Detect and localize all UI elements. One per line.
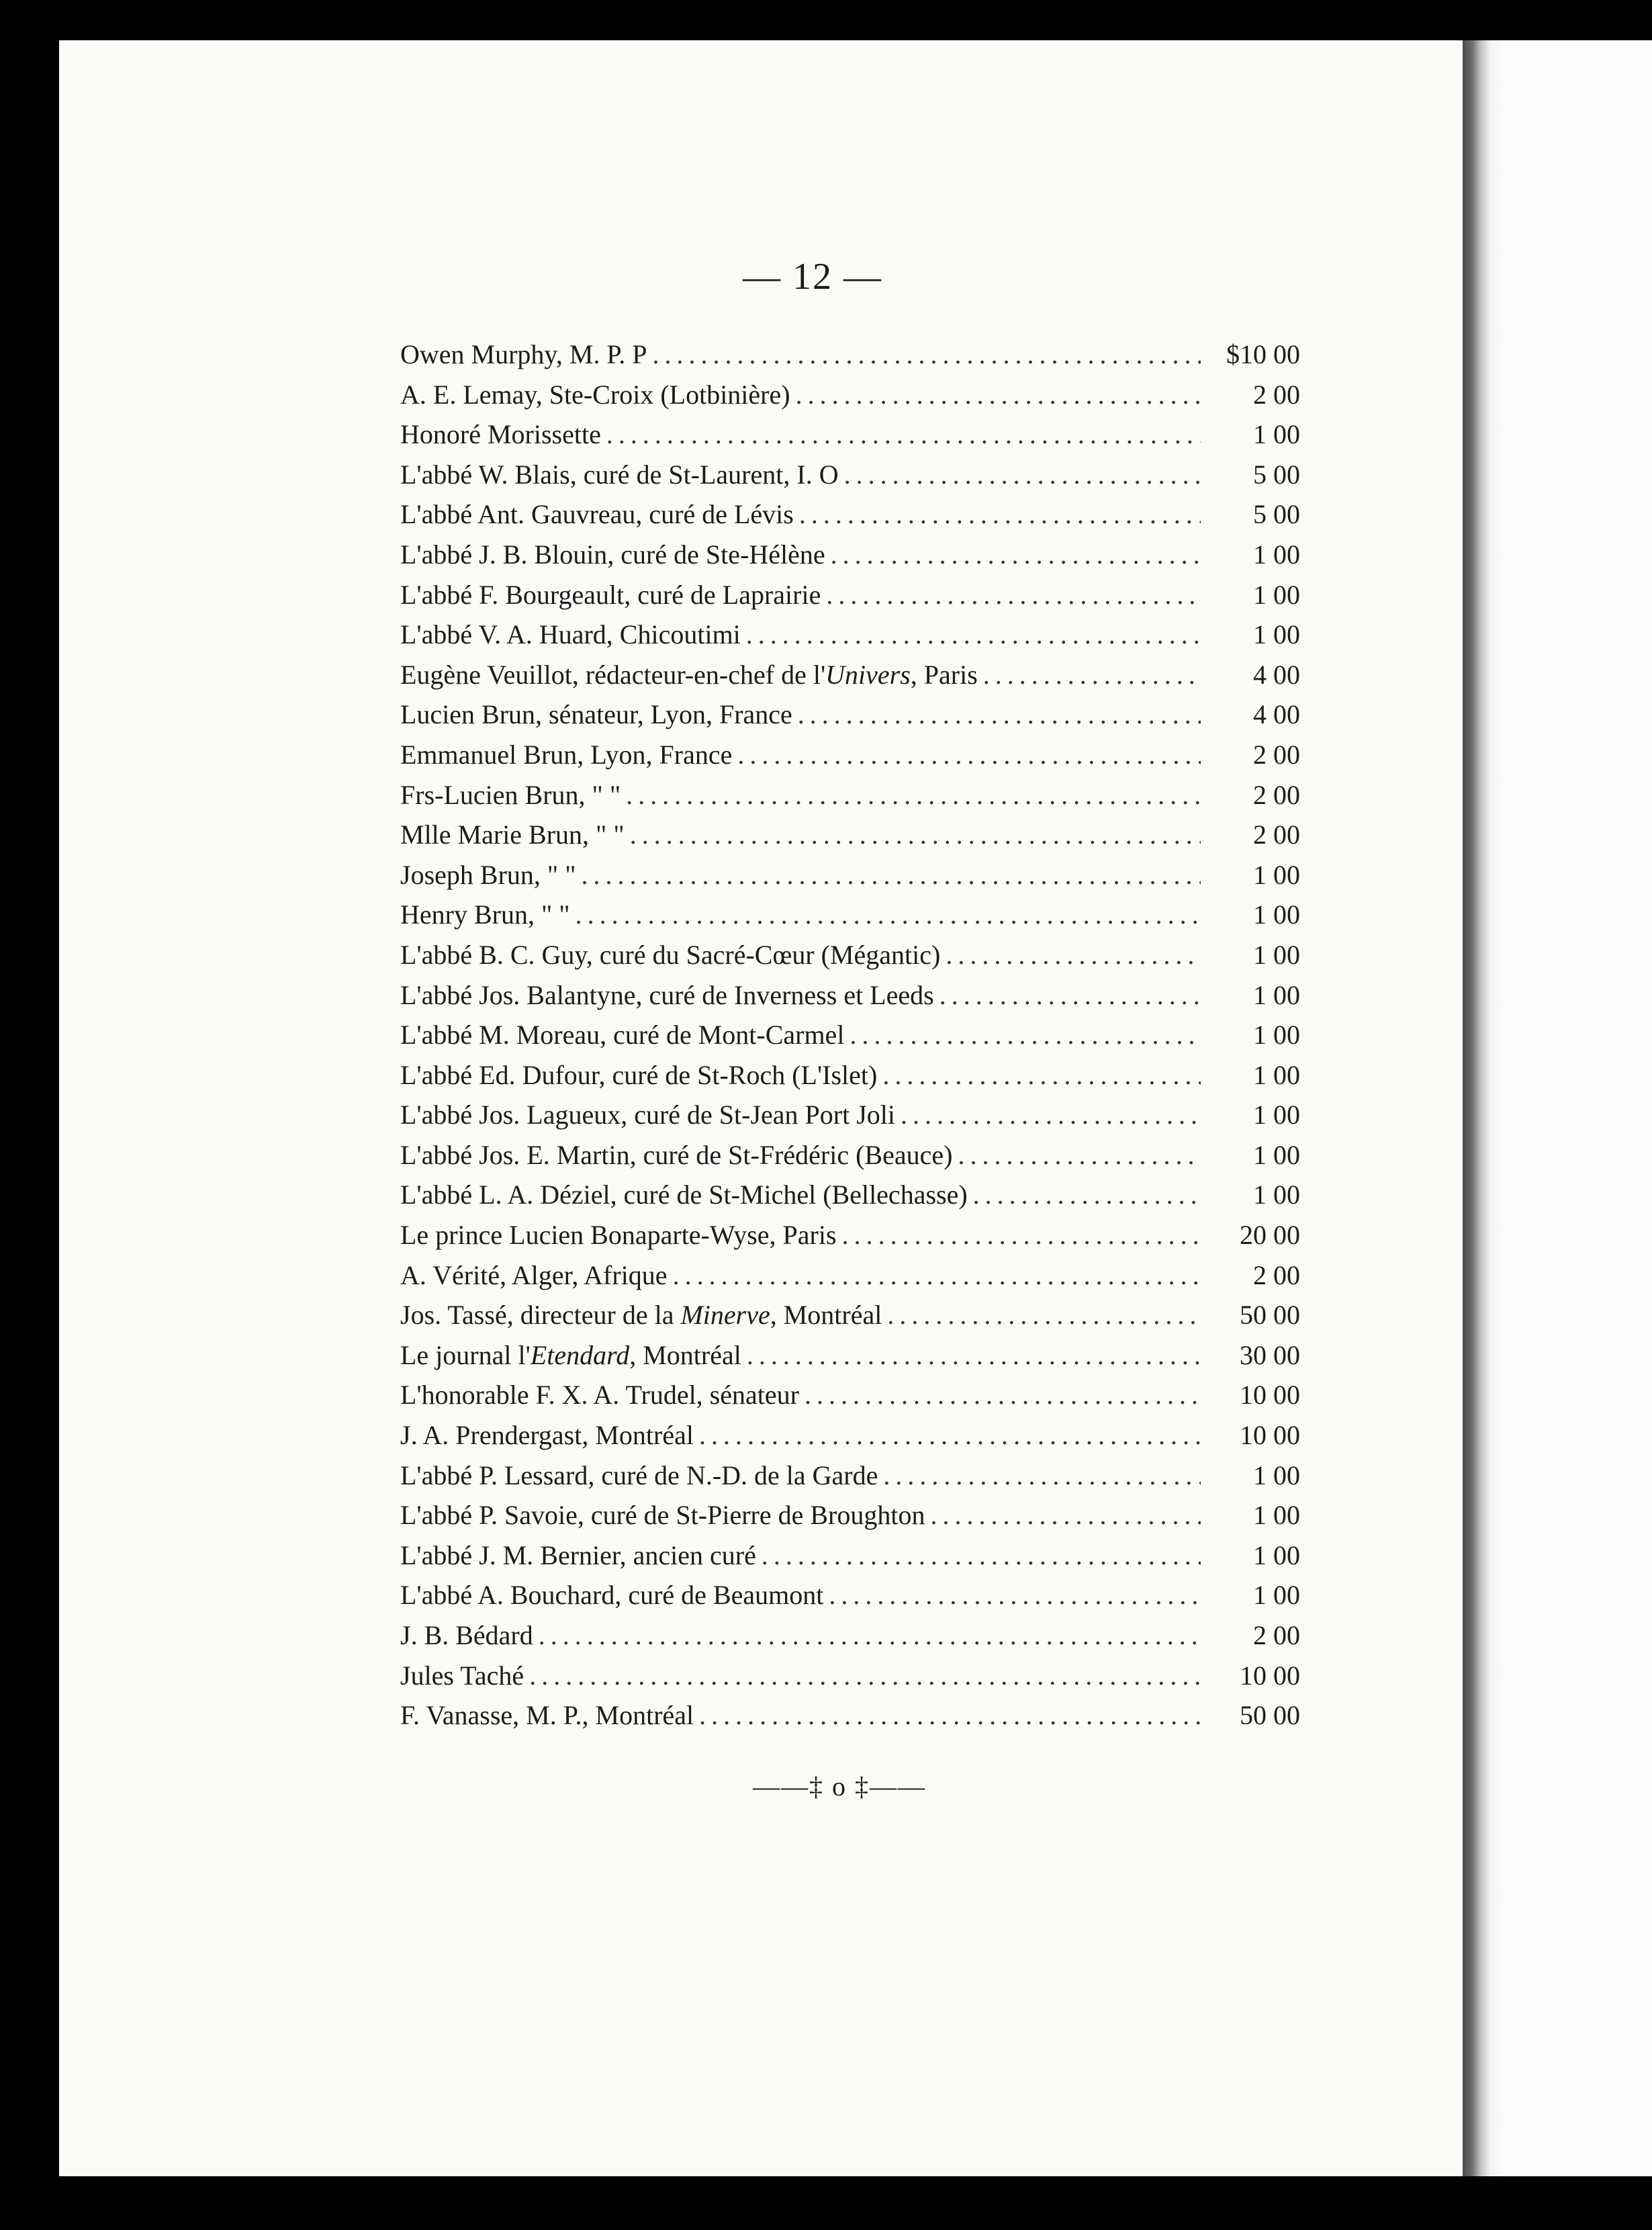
list-item xyxy=(400,1135,1300,1175)
donation-amount: 5 00 xyxy=(1253,499,1300,530)
contributor-name: L'abbé Jos. Balantyne, curé de Inverness et Leeds xyxy=(400,979,934,1010)
list-item xyxy=(400,1456,1300,1496)
leader-dots xyxy=(844,455,1201,495)
contributor-name: Frs-Lucien Brun, " " xyxy=(400,779,621,810)
leader-dots xyxy=(699,1415,1201,1456)
leader-dots xyxy=(958,1135,1201,1175)
contributor-name: A. Vérité, Alger, Afrique xyxy=(400,1259,668,1290)
leader-dots xyxy=(983,655,1201,695)
donation-amount: 1 00 xyxy=(1253,1100,1300,1130)
contributor-name: A. E. Lemay, Ste-Croix (Lotbinière) xyxy=(400,379,790,410)
contributor-name: F. Vanasse, M. P., Montréal xyxy=(400,1700,694,1731)
list-item xyxy=(400,935,1300,975)
contributor-name: Owen Murphy, M. P. P xyxy=(400,339,647,369)
list-item xyxy=(400,1055,1300,1096)
donation-amount: 1 00 xyxy=(1253,619,1300,650)
leader-dots xyxy=(946,935,1201,975)
donation-amount: 20 00 xyxy=(1240,1220,1300,1251)
leader-dots xyxy=(805,1375,1201,1415)
list-item xyxy=(400,1656,1300,1696)
donation-amount: $10 00 xyxy=(1226,339,1300,369)
list-item xyxy=(400,895,1300,935)
contributor-name-part: Eugène Veuillot, rédacteur-en-chef de l' xyxy=(400,659,826,690)
contributor-name: L'abbé A. Bouchard, curé de Beaumont xyxy=(400,1580,824,1611)
contributor-name: Jules Taché xyxy=(400,1660,524,1691)
donation-amount: 10 00 xyxy=(1240,1380,1300,1411)
subscription-list xyxy=(400,334,1300,1736)
leader-dots xyxy=(539,1615,1201,1656)
donation-amount: 1 00 xyxy=(1253,1500,1300,1531)
leader-dots xyxy=(576,895,1201,935)
contributor-name: Lucien Brun, sénateur, Lyon, France xyxy=(400,699,792,730)
donation-amount: 50 00 xyxy=(1240,1700,1300,1731)
list-item xyxy=(400,1695,1300,1736)
donation-amount: 1 00 xyxy=(1253,939,1300,970)
donation-amount: 1 00 xyxy=(1253,539,1300,570)
contributor-name: Honoré Morissette xyxy=(400,419,601,450)
list-item xyxy=(400,655,1300,695)
donation-amount: 2 00 xyxy=(1253,739,1300,770)
donation-amount: 2 00 xyxy=(1253,819,1300,850)
list-item xyxy=(400,1495,1300,1535)
donation-amount: 50 00 xyxy=(1240,1300,1300,1331)
leader-dots xyxy=(606,414,1201,455)
leader-dots xyxy=(973,1175,1201,1215)
leader-dots xyxy=(746,615,1201,655)
contributor-name-part: , Montréal xyxy=(770,1300,882,1331)
leader-dots xyxy=(652,334,1201,375)
list-item xyxy=(400,375,1300,415)
leader-dots xyxy=(901,1095,1201,1135)
donation-amount: 10 00 xyxy=(1240,1660,1300,1691)
donation-amount: 4 00 xyxy=(1253,659,1300,690)
publication-title: Univers xyxy=(825,659,911,690)
contributor-name: L'abbé B. C. Guy, curé du Sacré-Cœur (Mégantic) xyxy=(400,939,941,970)
contributor-name: L'abbé W. Blais, curé de St-Laurent, I. O xyxy=(400,459,839,490)
leader-dots xyxy=(842,1215,1201,1255)
contributor-name-part: Jos. Tassé, directeur de la xyxy=(400,1300,681,1331)
donation-amount: 1 00 xyxy=(1253,1580,1300,1611)
donation-amount: 5 00 xyxy=(1253,459,1300,490)
list-item xyxy=(400,695,1300,735)
list-item xyxy=(400,1295,1300,1335)
leader-dots xyxy=(798,695,1201,735)
publication-title: Minerve xyxy=(680,1300,770,1331)
page-number: — 12 — xyxy=(743,256,882,298)
list-item xyxy=(400,975,1300,1016)
contributor-name xyxy=(400,1295,882,1335)
contributor-name: L'abbé F. Bourgeault, curé de Laprairie xyxy=(400,579,821,610)
contributor-name: L'abbé Jos. E. Martin, curé de St-Frédéric (Beauce) xyxy=(400,1139,953,1170)
contributor-name: Joseph Brun, " " xyxy=(400,859,576,890)
leader-dots xyxy=(626,775,1201,815)
donation-amount: 2 00 xyxy=(1253,1259,1300,1290)
list-item xyxy=(400,735,1300,775)
donation-amount: 1 00 xyxy=(1253,979,1300,1010)
contributor-name xyxy=(400,655,978,695)
leader-dots xyxy=(850,1015,1201,1055)
list-item xyxy=(400,494,1300,535)
leader-dots xyxy=(796,375,1201,415)
leader-dots xyxy=(737,735,1201,775)
leader-dots xyxy=(930,1495,1201,1535)
list-item xyxy=(400,414,1300,455)
donation-amount: 1 00 xyxy=(1253,859,1300,890)
contributor-name: L'abbé Ed. Dufour, curé de St-Roch (L'Islet) xyxy=(400,1059,878,1090)
contributor-name: Emmanuel Brun, Lyon, France xyxy=(400,739,733,770)
list-item xyxy=(400,334,1300,375)
list-item xyxy=(400,1535,1300,1576)
list-item xyxy=(400,1375,1300,1415)
contributor-name: Le prince Lucien Bonaparte-Wyse, Paris xyxy=(400,1220,837,1251)
donation-amount: 2 00 xyxy=(1253,1620,1300,1650)
contributor-name xyxy=(400,1335,741,1376)
donation-amount: 1 00 xyxy=(1253,579,1300,610)
leader-dots xyxy=(529,1656,1201,1696)
contributor-name: L'abbé Jos. Lagueux, curé de St-Jean Port Joli xyxy=(400,1100,896,1130)
list-item xyxy=(400,615,1300,655)
leader-dots xyxy=(887,1295,1201,1335)
leader-dots xyxy=(699,1695,1201,1736)
list-item xyxy=(400,575,1300,615)
donation-amount: 1 00 xyxy=(1253,899,1300,930)
donation-amount: 1 00 xyxy=(1253,1139,1300,1170)
leader-dots xyxy=(831,535,1201,575)
leader-dots xyxy=(762,1535,1201,1576)
donation-amount: 1 00 xyxy=(1253,1020,1300,1051)
contributor-name: L'abbé J. B. Blouin, curé de Ste-Hélène xyxy=(400,539,825,570)
leader-dots xyxy=(882,1055,1201,1096)
list-item xyxy=(400,455,1300,495)
publication-title: Etendard xyxy=(530,1339,630,1370)
list-item xyxy=(400,1215,1300,1255)
list-item xyxy=(400,775,1300,815)
list-item xyxy=(400,1095,1300,1135)
donation-amount: 1 00 xyxy=(1253,1059,1300,1090)
contributor-name: J. B. Bédard xyxy=(400,1620,533,1650)
leader-dots xyxy=(673,1255,1201,1296)
list-item xyxy=(400,1255,1300,1296)
donation-amount: 2 00 xyxy=(1253,779,1300,810)
contributor-name: Henry Brun, " " xyxy=(400,899,570,930)
contributor-name: L'abbé P. Savoie, curé de St-Pierre de Broughton xyxy=(400,1500,925,1531)
leader-dots xyxy=(829,1575,1201,1615)
contributor-name-part: Le journal l' xyxy=(400,1339,531,1370)
donation-amount: 2 00 xyxy=(1253,379,1300,410)
contributor-name-part: , Montréal xyxy=(629,1339,741,1370)
contributor-name: J. A. Prendergast, Montréal xyxy=(400,1420,694,1451)
donation-amount: 10 00 xyxy=(1240,1420,1300,1451)
donation-amount: 30 00 xyxy=(1240,1339,1300,1370)
contributor-name-part: , Paris xyxy=(910,659,978,690)
contributor-name: Mlle Marie Brun, " " xyxy=(400,819,625,850)
contributor-name: L'abbé P. Lessard, curé de N.-D. de la Garde xyxy=(400,1460,878,1490)
leader-dots xyxy=(799,494,1201,535)
facing-page-edge xyxy=(1463,40,1652,2176)
list-item xyxy=(400,1575,1300,1615)
list-item xyxy=(400,1415,1300,1456)
donation-amount: 1 00 xyxy=(1253,419,1300,450)
list-item xyxy=(400,535,1300,575)
contributor-name: L'abbé J. M. Bernier, ancien curé xyxy=(400,1540,756,1570)
list-item xyxy=(400,815,1300,855)
contributor-name: L'abbé M. Moreau, curé de Mont-Carmel xyxy=(400,1020,845,1051)
contributor-name: L'honorable F. X. A. Trudel, sénateur xyxy=(400,1380,799,1411)
list-item xyxy=(400,1015,1300,1055)
list-item xyxy=(400,1615,1300,1656)
leader-dots xyxy=(747,1335,1201,1376)
donation-amount: 1 00 xyxy=(1253,1460,1300,1490)
donation-amount: 1 00 xyxy=(1253,1179,1300,1210)
donation-amount: 4 00 xyxy=(1253,699,1300,730)
leader-dots xyxy=(939,975,1201,1016)
end-ornament: ——‡ o ‡—— xyxy=(753,1771,926,1801)
leader-dots xyxy=(883,1456,1201,1496)
contributor-name: L'abbé L. A. Déziel, curé de St-Michel (Bellechasse) xyxy=(400,1179,968,1210)
list-item xyxy=(400,1335,1300,1376)
leader-dots xyxy=(826,575,1201,615)
contributor-name: L'abbé Ant. Gauvreau, curé de Lévis xyxy=(400,499,794,530)
contributor-name: L'abbé V. A. Huard, Chicoutimi xyxy=(400,619,741,650)
leader-dots xyxy=(582,855,1201,895)
list-item xyxy=(400,1175,1300,1215)
leader-dots xyxy=(630,815,1201,855)
donation-amount: 1 00 xyxy=(1253,1540,1300,1570)
list-item xyxy=(400,855,1300,895)
